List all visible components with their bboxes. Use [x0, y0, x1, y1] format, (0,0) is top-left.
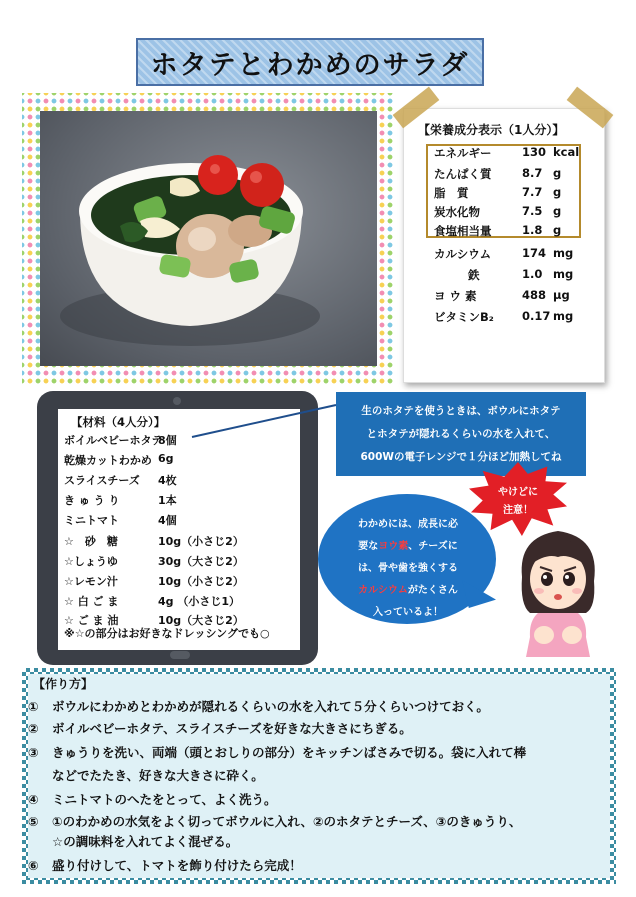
method-step-continued: などでたたき、好きな大きさに砕く。 — [52, 768, 264, 783]
title-banner — [136, 38, 484, 86]
method-step: ③ きゅうりを洗い、両端（頭とおしりの部分）をキッチンばさみで切る。袋に入れて棒 — [28, 745, 527, 760]
tip-box — [336, 392, 586, 476]
nutrition-row: ヨ ウ 素 488 μg — [434, 288, 570, 303]
nutrition-heading: 【栄養成分表示（1人分）】 — [418, 123, 565, 137]
ingredients-heading: 【材料（4人分）】 — [71, 415, 166, 429]
method-step: ⑥ 盛り付けして、トマトを飾り付けたら完成！ — [28, 858, 302, 873]
ingredients-note: ※☆の部分はお好きなドレッシングでも○ — [64, 627, 270, 640]
ingredient-row: ☆レモン汁 10g（小さじ2） — [64, 575, 244, 588]
ingredient-row: ☆ 砂 糖 10g（小さじ2） — [64, 535, 244, 548]
method-step: ② ボイルベビーホタテ、スライスチーズを好きな大きさにちぎる。 — [28, 721, 412, 736]
ingredient-row: き ゅ う り 1本 — [64, 494, 177, 507]
nutrition-row: 食塩相当量 1.8 g — [434, 223, 562, 238]
nutrition-row: ビタミンB₂ 0.17 mg — [434, 309, 574, 324]
method-heading: 【作り方】 — [33, 677, 94, 691]
ingredient-row: ミニトマト 4個 — [64, 514, 177, 527]
tablet-home-button — [170, 651, 190, 659]
nutrition-row: たんぱく質 8.7 g — [434, 166, 562, 181]
method-step-continued: ☆の調味料を入れてよく混ぜる。 — [52, 834, 239, 849]
warning-text: やけどに 注意！ — [498, 487, 538, 516]
speech-bubble-text: わかめには、成長に必 要なヨウ素、チーズに は、骨や歯を強くする カルシウムがたくさん 入っているよ！ — [358, 519, 458, 618]
nutrition-row: エネルギー 130 kcal — [434, 145, 580, 160]
tip-line: 生のホタテを使うときは、ボウルにホタテ — [361, 404, 561, 417]
ingredient-row: スライスチーズ 4枚 — [64, 474, 177, 487]
nutrition-row: 鉄 1.0 mg — [468, 267, 574, 282]
method-step: ① ボウルにわかめとわかめが隠れるくらいの水を入れて５分くらいつけておく。 — [28, 699, 489, 714]
ingredient-row: ☆しょうゆ 30g（大さじ2） — [64, 555, 244, 568]
nutrition-row: カルシウム 174 mg — [434, 246, 574, 261]
ingredient-row: ☆ 白 ご ま 4g （小さじ1） — [64, 595, 241, 608]
tip-line: 600Wの電子レンジで１分ほど加熱してね — [360, 450, 562, 463]
ingredient-row: 乾燥カットわかめ 6g — [64, 452, 174, 467]
page-title: ホタテとわかめのサラダ — [150, 49, 470, 81]
nutrition-row: 脂 質 7.7 g — [434, 185, 562, 200]
salad-bowl-illustration — [40, 111, 377, 366]
tip-line: とホタテが隠れるくらいの水を入れて、 — [366, 427, 556, 440]
ingredient-row: ☆ ご ま 油 10g（大さじ2） — [64, 614, 244, 627]
tablet-camera — [173, 397, 181, 405]
nutrition-row: 炭水化物 7.5 g — [434, 204, 562, 219]
ingredient-row: ボイルベビーホタテ 8個 — [64, 434, 177, 447]
method-step: ④ ミニトマトのへたをとって、よく洗う。 — [28, 792, 277, 807]
girl-character-illustration — [508, 517, 608, 657]
method-step: ⑤ ①のわかめの水気をよく切ってボウルに入れ、②のホタテとチーズ、③のきゅうり、 — [28, 814, 522, 829]
salad-photo — [40, 111, 377, 366]
nutrition-card — [403, 108, 605, 383]
